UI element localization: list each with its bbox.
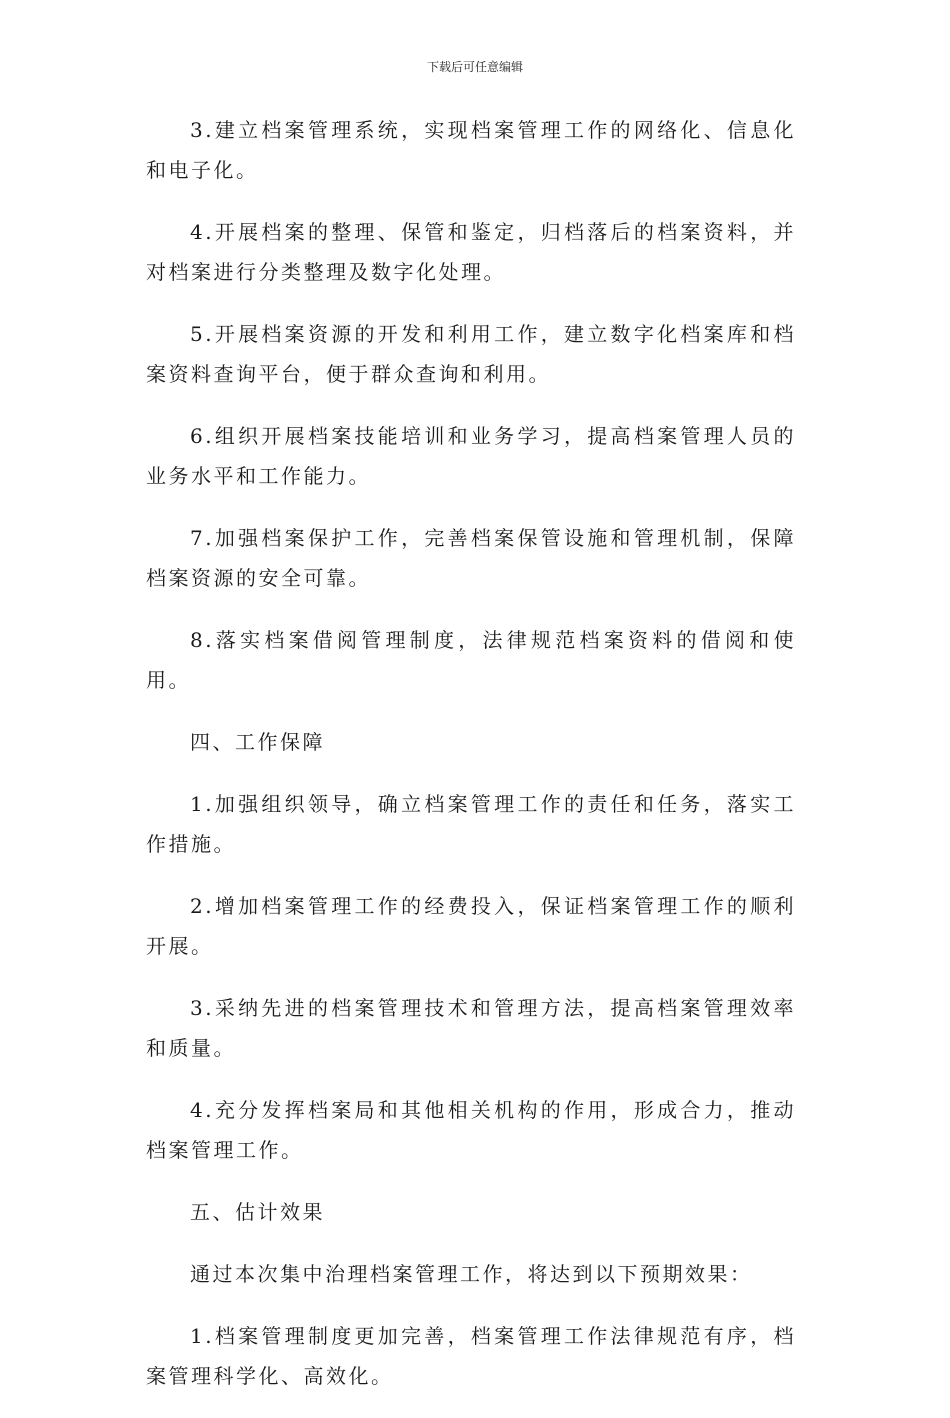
section-heading-expected-effect: 五、估计效果: [190, 1200, 325, 1224]
guarantee-item-4: 4.充分发挥档案局和其他相关机构的作用，形成合力，推动档案管理工作。: [146, 1098, 796, 1162]
expected-effect-item-1: 1.档案管理制度更加完善，档案管理工作法律规范有序，档案管理科学化、高效化。: [146, 1324, 796, 1388]
paragraph-item-4: 4.开展档案的整理、保管和鉴定，归档落后的档案资料，并对档案进行分类整理及数字化处理。: [146, 220, 796, 284]
document-body: [146, 110, 796, 1418]
expected-effect-intro: 通过本次集中治理档案管理工作，将达到以下预期效果：: [190, 1262, 753, 1286]
paragraph-item-6: 6.组织开展档案技能培训和业务学习，提高档案管理人员的业务水平和工作能力。: [146, 424, 796, 488]
page-header: 下载后可任意编辑: [426, 60, 523, 74]
paragraph-item-7: 7.加强档案保护工作，完善档案保管设施和管理机制，保障档案资源的安全可靠。: [146, 526, 796, 590]
paragraph-item-3: 3.建立档案管理系统，实现档案管理工作的网络化、信息化和电子化。: [146, 118, 796, 182]
paragraph-item-5: 5.开展档案资源的开发和利用工作，建立数字化档案库和档案资料查询平台，便于群众查询和利用。: [146, 322, 796, 386]
guarantee-item-1: 1.加强组织领导，确立档案管理工作的责任和任务，落实工作措施。: [146, 792, 796, 856]
paragraph-item-8: 8.落实档案借阅管理制度，法律规范档案资料的借阅和使用。: [146, 628, 796, 692]
guarantee-item-3: 3.采纳先进的档案管理技术和管理方法，提高档案管理效率和质量。: [146, 996, 796, 1060]
section-heading-work-guarantee: 四、工作保障: [190, 730, 325, 754]
guarantee-item-2: 2.增加档案管理工作的经费投入，保证档案管理工作的顺利开展。: [146, 894, 796, 958]
